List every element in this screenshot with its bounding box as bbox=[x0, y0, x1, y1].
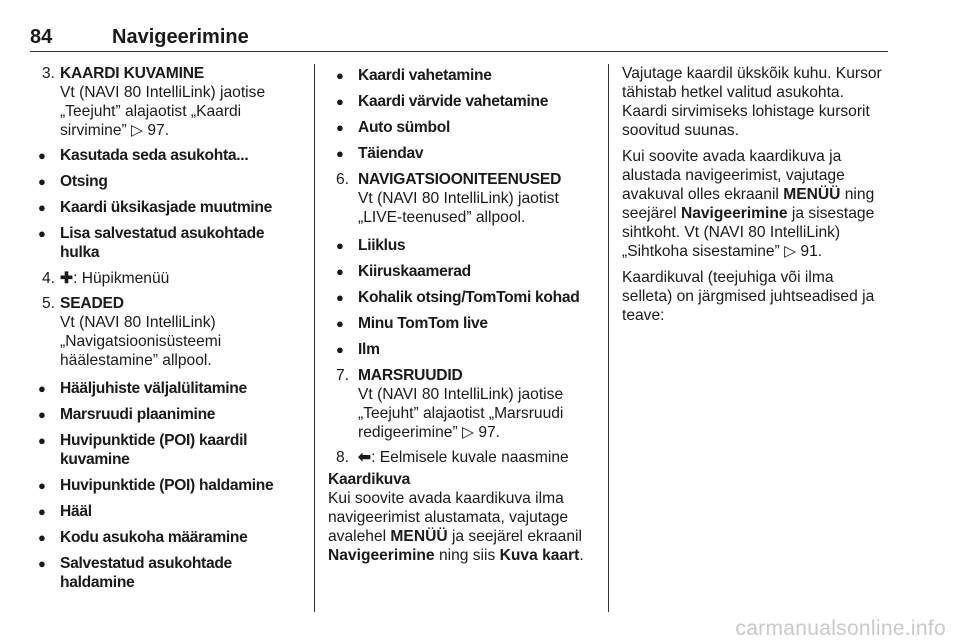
item-title: NAVIGATSIOONITEENUSED bbox=[358, 171, 562, 188]
bullet-item: ● Huvipunktide (POI) kaardil kuvamine bbox=[30, 431, 302, 469]
item-desc: : Hüpikmenüü bbox=[73, 270, 170, 287]
bullet-item: ● Huvipunktide (POI) haldamine bbox=[30, 476, 302, 495]
item-desc: Vt (NAVI 80 IntelliLink) bbox=[60, 314, 216, 331]
paragraph: Vajutage kaardil ükskõik kuhu. Kursor tähistab hetkel valitud asukohta. Kaardi sirvimiseks lohistage kursorit soovitud suunas. bbox=[622, 65, 882, 139]
item-desc: : Eelmisele kuvale naasmine bbox=[371, 449, 569, 466]
bullet-item: ● Hääljuhiste väljalülitamine bbox=[30, 379, 302, 398]
list-item-navigatsiooniteenused bbox=[328, 170, 600, 227]
section-text: navigeerimist alustamata, vajutage bbox=[328, 509, 569, 526]
bullet-item: ● Hääl bbox=[30, 502, 302, 521]
list-item-seaded bbox=[30, 294, 302, 370]
item-desc: redigeerimine” ▷ 97. bbox=[358, 424, 501, 441]
section-text: Navigeerimine ning siis Kuva kaart. bbox=[328, 547, 584, 564]
column-divider bbox=[608, 64, 609, 612]
page-header bbox=[30, 26, 888, 52]
item-number: 3. bbox=[42, 65, 56, 82]
bullet-item: ● Marsruudi plaanimine bbox=[30, 405, 302, 424]
list-item-eelmisele-kuvale bbox=[328, 448, 600, 467]
item-number: 8. bbox=[336, 449, 350, 466]
item-title: SEADED bbox=[60, 295, 124, 312]
item-desc: „Navigatsioonisüsteemi bbox=[60, 333, 222, 350]
bullet-item: ● Kodu asukoha määramine bbox=[30, 528, 302, 547]
section-text: avalehel MENÜÜ ja seejärel ekraanil bbox=[328, 528, 582, 545]
item-title: KAARDI KUVAMINE bbox=[60, 65, 204, 82]
item-desc: Vt (NAVI 80 IntelliLink) jaotise bbox=[60, 84, 266, 101]
column-2 bbox=[328, 64, 600, 565]
page-ref[interactable]: ▷ 97. bbox=[131, 122, 170, 139]
bullet-item: ● Ilm bbox=[328, 340, 600, 359]
bullet-list bbox=[328, 236, 600, 359]
bullet-item: ● Otsing bbox=[30, 172, 302, 191]
item-number: 7. bbox=[336, 367, 350, 384]
page-title: Navigeerimine bbox=[112, 26, 249, 48]
bullet-item: ● Kasutada seda asukohta... bbox=[30, 146, 302, 165]
bullet-item: ● Lisa salvestatud asukohtade hulka bbox=[30, 224, 302, 262]
list-item-hupikmenuu bbox=[30, 269, 302, 288]
column-divider bbox=[314, 64, 315, 612]
page-ref[interactable]: ▷ 91. bbox=[784, 243, 823, 260]
bullet-item: ● Minu TomTom live bbox=[328, 314, 600, 333]
paragraph: Kui soovite avada kaardikuva ja alustada navigeerimist, vajutage avakuval olles ekraanil MENÜÜ ning seejärel Navigeerimine ja sisestage sihtkoht. Vt (NAVI 80 IntelliLink) „Sihtkoha sisestamine” ▷ 91. bbox=[622, 148, 875, 260]
bullet-item: ● Auto sümbol bbox=[328, 118, 600, 137]
bullet-item: ● Kiiruskaamerad bbox=[328, 262, 600, 281]
bullet-item: ● Kaardi värvide vahetamine bbox=[328, 92, 600, 111]
item-desc: Vt (NAVI 80 IntelliLink) jaotist bbox=[358, 190, 559, 207]
bullet-item: ● Täiendav bbox=[328, 144, 600, 163]
bullet-list bbox=[328, 66, 600, 163]
paragraph: Kaardikuval (teejuhiga või ilma selleta) on järgmised juhtseadised ja teave: bbox=[622, 269, 875, 324]
list-item-marsruudid bbox=[328, 366, 600, 442]
item-number: 4. bbox=[42, 270, 56, 287]
item-desc: „Teejuht” alajaotist „Kaardi bbox=[60, 103, 242, 120]
bullet-item: ● Kohalik otsing/TomTomi kohad bbox=[328, 288, 600, 307]
item-desc: Vt (NAVI 80 IntelliLink) jaotise bbox=[358, 386, 564, 403]
item-desc: sirvimine” ▷ 97. bbox=[60, 122, 170, 139]
section-heading: Kaardikuva bbox=[328, 471, 411, 488]
list-item-kaardi-kuvamine bbox=[30, 64, 302, 140]
bullet-item: ● Kaardi vahetamine bbox=[328, 66, 600, 85]
item-number: 5. bbox=[42, 295, 56, 312]
column-3 bbox=[622, 64, 890, 332]
back-arrow-icon: ⬅ bbox=[358, 449, 372, 466]
watermark: carmanualsonline.info bbox=[735, 617, 946, 640]
section-text: Kui soovite avada kaardikuva ilma bbox=[328, 490, 564, 507]
bullet-list bbox=[30, 146, 302, 262]
column-1 bbox=[30, 64, 302, 599]
item-title: MARSRUUDID bbox=[358, 367, 463, 384]
bullet-item: ● Kaardi üksikasjade muutmine bbox=[30, 198, 302, 217]
item-desc: „Teejuht” alajaotist „Marsruudi bbox=[358, 405, 564, 422]
page-ref[interactable]: ▷ 97. bbox=[462, 424, 501, 441]
section-kaardikuva bbox=[328, 470, 600, 565]
bullet-item: ● Liiklus bbox=[328, 236, 600, 255]
bullet-list bbox=[30, 379, 302, 592]
item-desc: häälestamine” allpool. bbox=[60, 352, 212, 369]
item-desc: „LIVE-teenused” allpool. bbox=[358, 209, 526, 226]
item-number: 6. bbox=[336, 171, 350, 188]
plus-icon: ✚ bbox=[60, 270, 74, 287]
page-number: 84 bbox=[30, 26, 53, 48]
bullet-item: ● Salvestatud asukohtade haldamine bbox=[30, 554, 302, 592]
